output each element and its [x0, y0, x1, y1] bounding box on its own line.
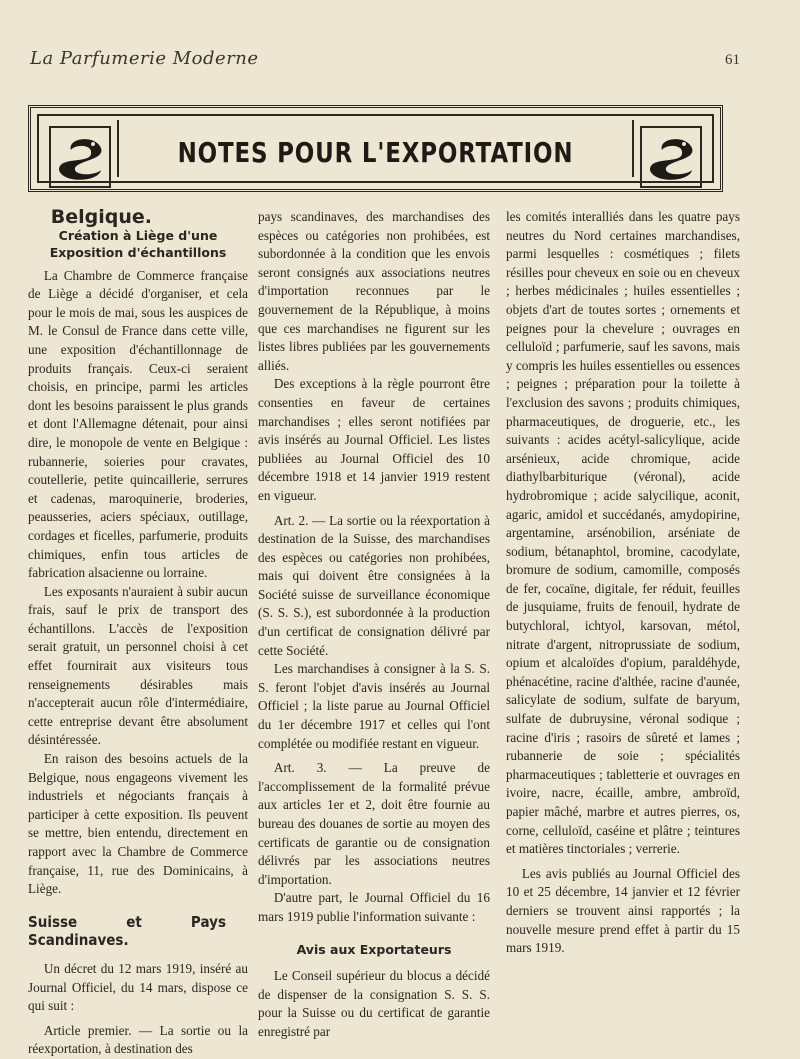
- paragraph: Des exceptions à la règle pourront être consenties en faveur de certaines marchandises ; elles seront notifiées par avis insérés au Journal Officiel. Les listes publiées au Journal Officiel des 10 décembre 1918 et 14 janvier 1919 restent en vigueur.: [258, 376, 490, 503]
- banner-divider-right: [632, 120, 634, 177]
- paragraph: En raison des besoins actuels de la Belgique, nous engageons vivement les industriels et négociants français à participer à cette exposition. Ils peuvent se mettre, bien entendu, directement en rapport avec la Chambre de Commerce française, 11, rue des Dominicains, à Liège.: [28, 751, 248, 897]
- section-banner: [28, 105, 723, 192]
- country-heading-belgique: Belgique.: [50, 206, 153, 228]
- running-title: La Parfumerie Moderne: [30, 48, 259, 69]
- column-3: [506, 208, 740, 958]
- paragraph: les comités interalliés dans les quatre pays neutres du Nord certaines marchandises, parmi lesquelles : cosmétiques ; filets résilles pour cheveux en soie ou en cheveux ; herbes médicinales ; huiles essentielles ; objets d'art de toutes sortes ; ornements et peignes pour la chevelure ; ouvrages en celluloïd ; parfumerie, sauf les savons, mais y compris les huiles essentielles ou essences ; peignes ; préparation pour la toilette à l'exclusion des savons ; produits chimiques, pharmaceutiques, de droguerie, etc., les suivants : acides acétyl-salicylique, acide arsénieux, acide chromique, acide diathylbarbiturique (véronal), acide hydrobromique ; acide salycilique, aconit, agaric, amidol et succédanés, amydopirine, argentamine, arsénobilion, arséniate de sodium, bétanaphtol, bromine, cacodylate, bromure de sodium, camomille, composés de fer, cocaïne, digitale, fer réduit, feuilles de jusquiame, fruits de fenouil, hydrate de butychloral, ichtyol, karsovan, métol, nitrate d'argent, nitroprussiate de sodium, opium et alcaloïdes d'opium, paraldéhyde, phénacétine, racine d'althée, racine d'aunée, salicylate de sodium, sulfate de baryum, sulfate de dubruysine, véronal sodique ; racine d'iris ; rasoirs de sûreté et lames ; rubannerie de soie ; spécialités pharmaceutiques ; tabletterie et ouvrages en ivoire, nacre, écaille, ambre, ambroïd, papier mâché, marbre et autres pierres, os, corne, celluloïd, caséine et plâtre ; teintures et matières tinctoriales ; verrerie.: [506, 209, 740, 857]
- column-1: [28, 208, 248, 1059]
- banner-frame: [37, 114, 714, 183]
- column-2: [258, 208, 490, 1042]
- subheading-exposition: Création à Liège d'une Exposition d'échantillons: [49, 227, 227, 260]
- banner-title: NOTES POUR L'EXPORTATION: [177, 136, 574, 169]
- paragraph: La Chambre de Commerce française de Liège a décidé d'organiser, et cela pour le mois de mai, sous les auspices de M. le Consul de France dans cette ville, une exposition d'échantillonnage de produits français. Ceux-ci seraient choisis, en principe, parmi les articles dont les besoins paraissent le plus grands et dont l'Allemagne détenait, pour ainsi dire, le monopole de vente en Belgique : rubannerie, soieries pour cravates, coutellerie, petite quincaillerie, serrures et cadenas, maroquinerie, broderies, peausseries, aciers spéciaux, outillage, cordages et ficelles, parfumerie, produits chimiques, enfin tous articles de fabrication alsacienne ou lorraine.: [28, 267, 248, 581]
- paragraph: Un décret du 12 mars 1919, inséré au Journal Officiel, du 14 mars, dispose ce qui suit :: [28, 960, 248, 1014]
- paragraph: Article premier. — La sortie ou la réexportation, à destination des: [28, 1022, 248, 1057]
- paragraph: Les exposants n'auraient à subir aucun frais, sauf le prix de transport des échantillons. L'accès de l'exposition serait gratuit, un personnel choisi à cet effet fournirait aux visiteurs tous renseignements désirables mais n'accepterait aucun rôle d'intermédiaire, cette entreprise devant être absolument désintéressée.: [28, 583, 248, 748]
- paragraph: Les avis publiés au Journal Officiel des 10 et 25 décembre, 14 janvier et 12 février derniers se trouvent ainsi rapportés ; la nouvelle mesure prend effet à partir du 15 mars 1919.: [506, 865, 740, 956]
- paragraph: pays scandinaves, des marchandises des espèces ou catégories non prohibées, est subordonnée à la condition que les envois seront consignés aux associations neutres d'importation reconnues par le gouvernement de la République, à moins que ces marchandises ne figurent sur les listes libres publiées par les gouvernements alliés.: [258, 209, 490, 373]
- paragraph: D'autre part, le Journal Officiel du 16 mars 1919 publie l'information suivante :: [258, 890, 490, 924]
- page-number: 61: [725, 52, 740, 68]
- paragraph: Art. 3. — La preuve de l'accomplissement de la formalité prévue aux articles 1er et 2, doit être fournie au bureau des douanes de sortie au moyen des certificats de garantie ou de consignation délivrés par les associations neutres d'importation.: [258, 760, 490, 887]
- paragraph: Les marchandises à consigner à la S. S. S. feront l'objet d'avis insérés au Journal Officiel ; la liste parue au Journal Officiel du 1er décembre 1917 et celles qui l'ont complétée ou modifiée restant en vigueur.: [258, 661, 490, 751]
- serpent-ornament-icon: [640, 126, 702, 188]
- section-heading-suisse: Suisse et Pays Scandinaves.: [28, 912, 226, 950]
- paragraph: Le Conseil supérieur du blocus a décidé de dispenser de la consignation S. S. S. pour la Suisse ou du certificat de garantie enregistré par: [258, 968, 490, 1039]
- paragraph: Art. 2. — La sortie ou la réexportation à destination de la Suisse, des marchandises des espèces ou catégories non prohibées, mais qui doivent être consignées à la Société suisse de surveillance économique (S. S. S.), est subordonnée à la production d'un certificat de consignation délivré par cette Société.: [258, 512, 490, 658]
- subheading-avis: Avis aux Exportateurs: [296, 941, 452, 957]
